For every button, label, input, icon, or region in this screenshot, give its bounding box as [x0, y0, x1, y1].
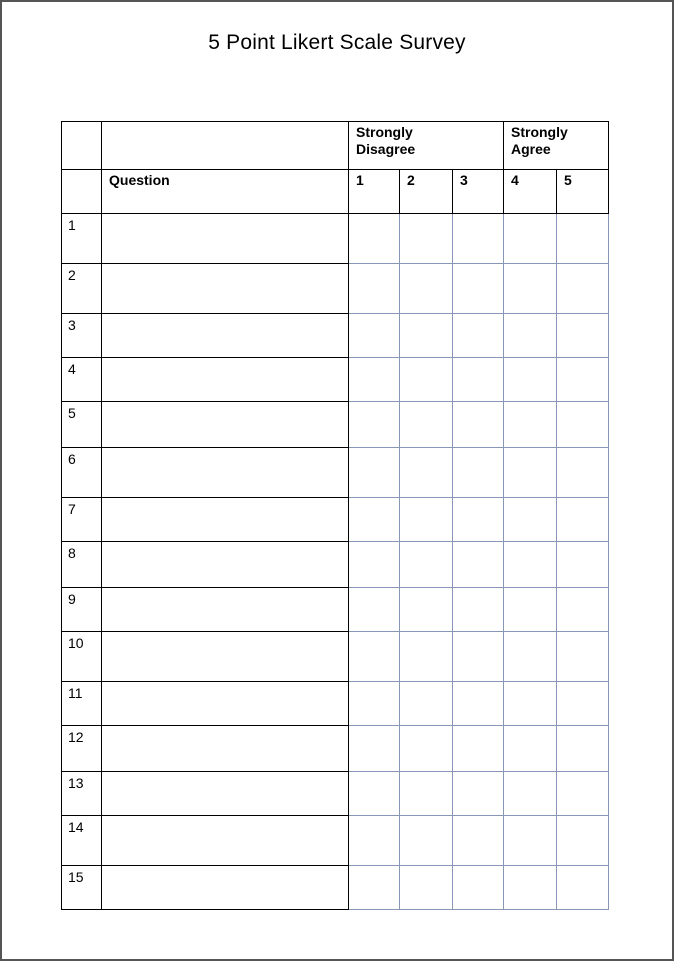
answer-cell-5[interactable]	[557, 264, 609, 314]
answer-cell-4[interactable]	[504, 772, 557, 816]
row-number: 4	[68, 361, 76, 377]
answer-cell-4[interactable]	[504, 264, 557, 314]
answer-cell-5[interactable]	[557, 358, 609, 402]
question-cell[interactable]	[102, 772, 349, 816]
answer-cell-2[interactable]	[400, 358, 453, 402]
row-number-cell	[62, 632, 102, 682]
answer-cell-2[interactable]	[400, 498, 453, 542]
row-number: 11	[68, 685, 83, 701]
answer-cell-2[interactable]	[400, 772, 453, 816]
question-header-blank	[102, 122, 349, 170]
answer-cell-5[interactable]	[557, 816, 609, 866]
answer-cell-4[interactable]	[504, 816, 557, 866]
answer-cell-1[interactable]	[349, 358, 400, 402]
answer-cell-4[interactable]	[504, 358, 557, 402]
answer-cell-5[interactable]	[557, 542, 609, 588]
answer-cell-5[interactable]	[557, 632, 609, 682]
answer-cell-4[interactable]	[504, 632, 557, 682]
answer-cell-3[interactable]	[453, 866, 504, 910]
answer-cell-4[interactable]	[504, 726, 557, 772]
row-number-cell	[62, 772, 102, 816]
answer-cell-4[interactable]	[504, 402, 557, 448]
answer-cell-1[interactable]	[349, 314, 400, 358]
row-number: 8	[68, 545, 76, 561]
scale-label-3: 3	[460, 172, 468, 188]
row-number-cell	[62, 314, 102, 358]
answer-cell-1[interactable]	[349, 632, 400, 682]
answer-cell-2[interactable]	[400, 402, 453, 448]
answer-cell-1[interactable]	[349, 214, 400, 264]
answer-cell-2[interactable]	[400, 588, 453, 632]
answer-cell-1[interactable]	[349, 816, 400, 866]
answer-cell-5[interactable]	[557, 866, 609, 910]
answer-cell-1[interactable]	[349, 402, 400, 448]
row-number: 7	[68, 501, 76, 517]
answer-cell-5[interactable]	[557, 726, 609, 772]
row-number-cell	[62, 726, 102, 772]
answer-cell-3[interactable]	[453, 816, 504, 866]
scale-header-3	[453, 170, 504, 214]
table-row	[62, 682, 609, 726]
table-row	[62, 542, 609, 588]
question-cell[interactable]	[102, 542, 349, 588]
table-row	[62, 314, 609, 358]
answer-cell-2[interactable]	[400, 726, 453, 772]
row-number: 13	[68, 775, 84, 791]
answer-cell-3[interactable]	[453, 358, 504, 402]
row-number-cell	[62, 498, 102, 542]
answer-cell-1[interactable]	[349, 498, 400, 542]
answer-cell-3[interactable]	[453, 542, 504, 588]
table-row	[62, 632, 609, 682]
row-number: 10	[68, 635, 84, 651]
answer-cell-1[interactable]	[349, 448, 400, 498]
answer-cell-3[interactable]	[453, 682, 504, 726]
row-number-cell	[62, 588, 102, 632]
header-row-scale	[62, 170, 609, 214]
answer-cell-4[interactable]	[504, 588, 557, 632]
strongly-agree-header	[504, 122, 609, 170]
answer-cell-2[interactable]	[400, 542, 453, 588]
header-row-anchors	[62, 122, 609, 170]
answer-cell-4[interactable]	[504, 314, 557, 358]
question-cell[interactable]	[102, 314, 349, 358]
table-row	[62, 726, 609, 772]
scale-header-2	[400, 170, 453, 214]
row-number: 5	[68, 405, 76, 421]
row-number: 1	[68, 217, 76, 233]
table-row	[62, 214, 609, 264]
answer-cell-2[interactable]	[400, 632, 453, 682]
table-row	[62, 402, 609, 448]
table-row	[62, 772, 609, 816]
answer-cell-5[interactable]	[557, 588, 609, 632]
answer-cell-4[interactable]	[504, 448, 557, 498]
scale-header-1	[349, 170, 400, 214]
answer-cell-5[interactable]	[557, 314, 609, 358]
answer-cell-1[interactable]	[349, 682, 400, 726]
table-row	[62, 358, 609, 402]
strongly-agree-line2: Agree	[511, 141, 551, 157]
strongly-agree-line1: Strongly	[511, 124, 568, 140]
table-row	[62, 588, 609, 632]
answer-cell-4[interactable]	[504, 542, 557, 588]
question-header-label: Question	[109, 172, 170, 188]
answer-cell-3[interactable]	[453, 726, 504, 772]
answer-cell-3[interactable]	[453, 588, 504, 632]
question-cell[interactable]	[102, 866, 349, 910]
answer-cell-1[interactable]	[349, 726, 400, 772]
answer-cell-5[interactable]	[557, 448, 609, 498]
answer-cell-4[interactable]	[504, 866, 557, 910]
row-number-cell	[62, 214, 102, 264]
row-number-cell	[62, 542, 102, 588]
question-cell[interactable]	[102, 498, 349, 542]
scale-label-4: 4	[511, 172, 519, 188]
strongly-disagree-line1: Strongly	[356, 124, 413, 140]
question-cell[interactable]	[102, 816, 349, 866]
likert-table	[61, 121, 609, 910]
question-header	[102, 170, 349, 214]
row-number: 3	[68, 317, 76, 333]
strongly-disagree-line2: Disagree	[356, 141, 416, 157]
answer-cell-2[interactable]	[400, 682, 453, 726]
answer-cell-3[interactable]	[453, 314, 504, 358]
question-cell[interactable]	[102, 726, 349, 772]
number-header-blank	[62, 170, 102, 214]
answer-cell-1[interactable]	[349, 264, 400, 314]
row-number-cell	[62, 264, 102, 314]
answer-cell-2[interactable]	[400, 264, 453, 314]
answer-cell-3[interactable]	[453, 448, 504, 498]
answer-cell-4[interactable]	[504, 214, 557, 264]
row-number-cell	[62, 866, 102, 910]
answer-cell-1[interactable]	[349, 772, 400, 816]
table-row	[62, 866, 609, 910]
row-number-cell	[62, 358, 102, 402]
question-cell[interactable]	[102, 402, 349, 448]
answer-cell-2[interactable]	[400, 816, 453, 866]
scale-label-5: 5	[564, 172, 572, 188]
question-cell[interactable]	[102, 588, 349, 632]
row-number-cell	[62, 682, 102, 726]
row-number: 9	[68, 591, 76, 607]
answer-cell-2[interactable]	[400, 214, 453, 264]
question-cell[interactable]	[102, 264, 349, 314]
answer-cell-5[interactable]	[557, 682, 609, 726]
answer-cell-3[interactable]	[453, 264, 504, 314]
table-row	[62, 816, 609, 866]
row-number: 15	[68, 869, 84, 885]
answer-cell-3[interactable]	[453, 772, 504, 816]
answer-cell-1[interactable]	[349, 542, 400, 588]
row-number: 2	[68, 267, 76, 283]
question-cell[interactable]	[102, 632, 349, 682]
answer-cell-5[interactable]	[557, 772, 609, 816]
row-number: 6	[68, 451, 76, 467]
answer-cell-5[interactable]	[557, 498, 609, 542]
answer-cell-4[interactable]	[504, 682, 557, 726]
page-title: 5 Point Likert Scale Survey	[208, 31, 466, 54]
scale-label-2: 2	[407, 172, 415, 188]
scale-header-5	[557, 170, 609, 214]
strongly-disagree-header	[349, 122, 504, 170]
answer-cell-2[interactable]	[400, 314, 453, 358]
answer-cell-3[interactable]	[453, 498, 504, 542]
scale-label-1: 1	[356, 172, 364, 188]
question-cell[interactable]	[102, 214, 349, 264]
table-row	[62, 498, 609, 542]
answer-cell-5[interactable]	[557, 402, 609, 448]
answer-cell-4[interactable]	[504, 498, 557, 542]
question-cell[interactable]	[102, 448, 349, 498]
question-cell[interactable]	[102, 358, 349, 402]
answer-cell-3[interactable]	[453, 402, 504, 448]
table-row	[62, 264, 609, 314]
answer-cell-1[interactable]	[349, 588, 400, 632]
answer-cell-2[interactable]	[400, 448, 453, 498]
table-row	[62, 448, 609, 498]
answer-cell-3[interactable]	[453, 214, 504, 264]
answer-cell-3[interactable]	[453, 632, 504, 682]
answer-cell-2[interactable]	[400, 866, 453, 910]
answer-cell-5[interactable]	[557, 214, 609, 264]
question-cell[interactable]	[102, 682, 349, 726]
answer-cell-1[interactable]	[349, 866, 400, 910]
row-number: 14	[68, 819, 84, 835]
row-number-cell	[62, 816, 102, 866]
row-number-cell	[62, 448, 102, 498]
row-number-cell	[62, 402, 102, 448]
corner-cell	[62, 122, 102, 170]
row-number: 12	[68, 729, 84, 745]
scale-header-4	[504, 170, 557, 214]
